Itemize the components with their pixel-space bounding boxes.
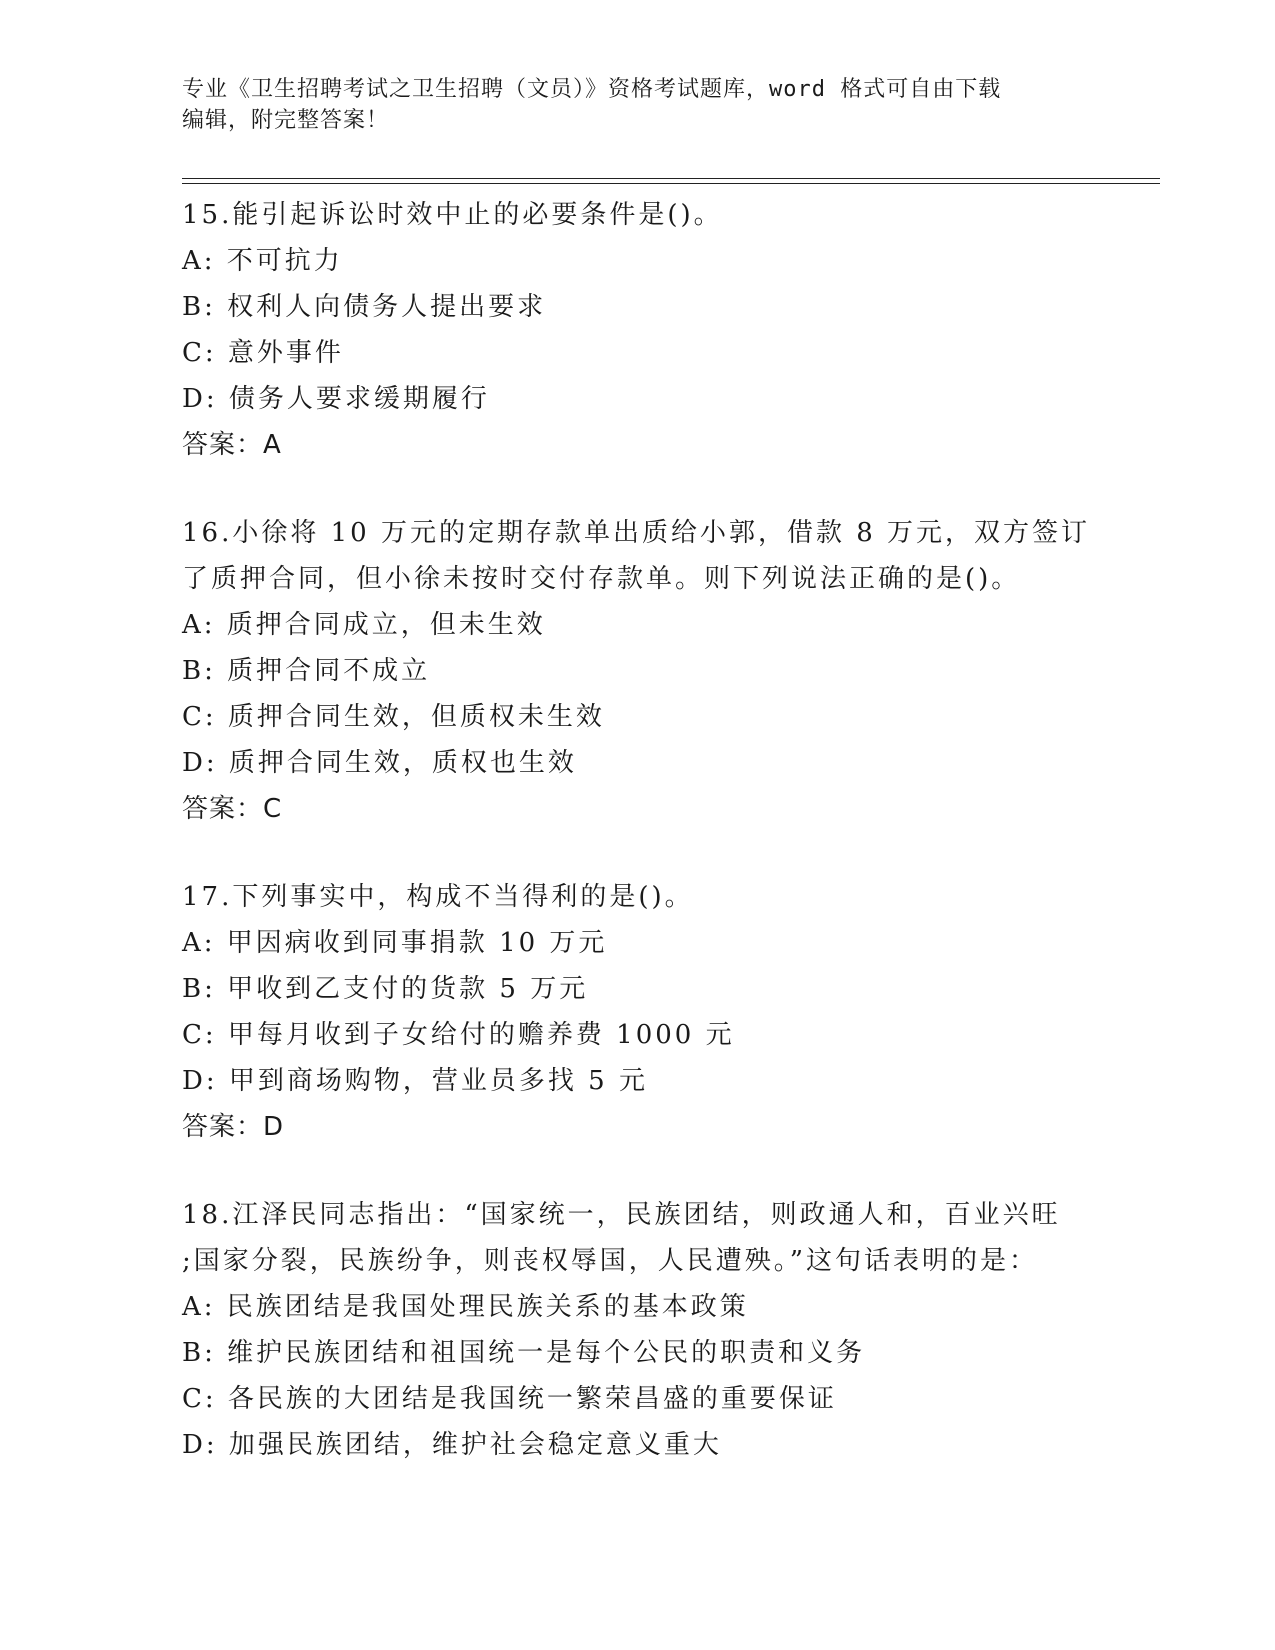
option-d: D: 质押合同生效，质权也生效 — [182, 748, 577, 778]
question-stem-continued: 了质押合同，但小徐未按时交付存款单。则下列说法正确的是()。 — [182, 564, 1021, 594]
option-a: A: 质押合同成立，但未生效 — [182, 610, 546, 640]
answer-label: 答案：C — [182, 794, 283, 824]
option-c: C: 质押合同生效，但质权未生效 — [182, 702, 605, 732]
answer-label: 答案：D — [182, 1112, 285, 1142]
option-a: A: 甲因病收到同事捐款 10 万元 — [182, 928, 608, 958]
question-stem: 15.能引起诉讼时效中止的必要条件是()。 — [182, 200, 723, 230]
document-header — [182, 74, 1082, 136]
option-d: D: 债务人要求缓期履行 — [182, 384, 490, 414]
question-18 — [182, 1192, 1142, 1468]
option-b: B: 甲收到乙支付的货款 5 万元 — [182, 974, 589, 1004]
option-c: C: 意外事件 — [182, 338, 344, 368]
question-15 — [182, 192, 1142, 468]
header-rule-top — [182, 178, 1160, 179]
option-b: B: 权利人向债务人提出要求 — [182, 292, 547, 322]
option-d: D: 加强民族团结，维护社会稳定意义重大 — [182, 1430, 722, 1460]
answer-label: 答案：A — [182, 430, 282, 460]
option-a: A: 不可抗力 — [182, 246, 343, 276]
question-16 — [182, 510, 1142, 832]
header-rule-bottom — [182, 183, 1160, 184]
header-line-1: 专业《卫生招聘考试之卫生招聘（文员）》资格考试题库，word 格式可自由下载 — [182, 77, 1002, 102]
header-line-2: 编辑，附完整答案！ — [182, 108, 390, 133]
option-a: A: 民族团结是我国处理民族关系的基本政策 — [182, 1292, 749, 1322]
option-c: C: 甲每月收到子女给付的赡养费 1000 元 — [182, 1020, 735, 1050]
question-17 — [182, 874, 1142, 1150]
option-b: B: 质押合同不成立 — [182, 656, 431, 686]
question-stem-continued: ;国家分裂，民族纷争，则丧权辱国，人民遭殃。”这句话表明的是： — [182, 1246, 1039, 1276]
option-c: C: 各民族的大团结是我国统一繁荣昌盛的重要保证 — [182, 1384, 837, 1414]
question-stem: 18.江泽民同志指出：“国家统一，民族团结，则政通人和，百业兴旺 — [182, 1200, 1061, 1230]
option-b: B: 维护民族团结和祖国统一是每个公民的职责和义务 — [182, 1338, 866, 1368]
question-stem: 17.下列事实中，构成不当得利的是()。 — [182, 882, 694, 912]
question-list — [182, 192, 1142, 1510]
question-stem: 16.小徐将 10 万元的定期存款单出质给小郭，借款 8 万元，双方签订 — [182, 518, 1091, 548]
option-d: D: 甲到商场购物，营业员多找 5 元 — [182, 1066, 648, 1096]
